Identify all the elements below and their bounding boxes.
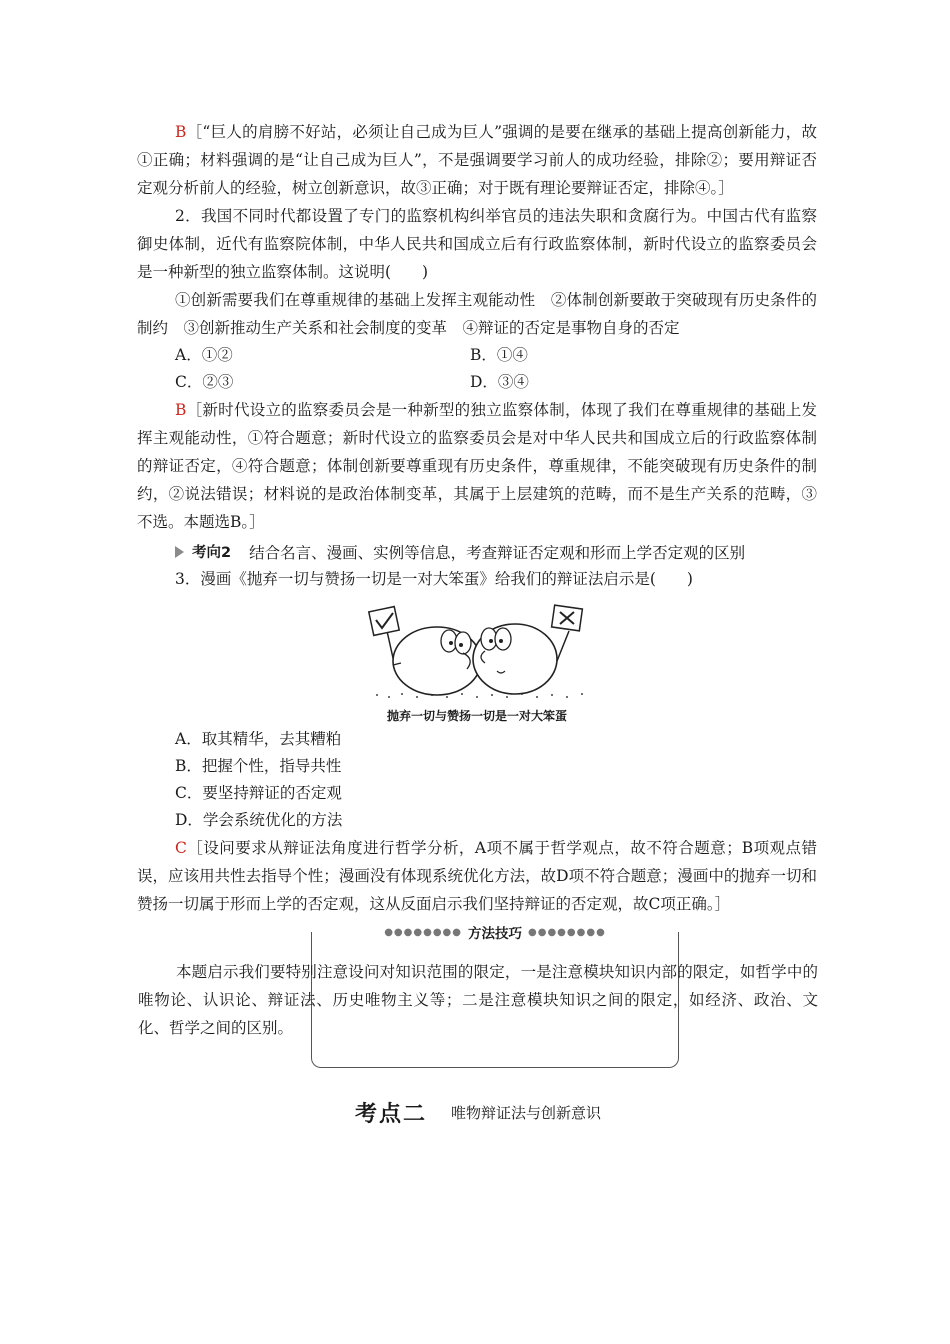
q3-answer-text: ［设问要求从辩证法角度进行哲学分析，A项不属于哲学观点，故不符合题意；B项观点错误，应该用共性去指导个性；漫画没有体现系统优化方法，故D项不符合题意；漫画中的抛弃一切和赞扬一切属于形而上学的否定观，这从反面启示我们坚持辩证的否定观，故C项正确。］ [137, 839, 817, 913]
q3-answer-letter: C [175, 839, 187, 857]
q2-answer-text: ［新时代设立的监察委员会是一种新型的独立监察体制，体现了我们在尊重规律的基础上发挥主观能动性，①符合题意；新时代设立的监察委员会是对中华人民共和国成立后的行政监察体制的辩证否定，④符合题意；体制创新要尊重现有历史条件，尊重规律，不能突破现有历史条件的制约，②说法错误；材料说的是政治体制变革，其属于上层建筑的范畴，而不是生产关系的范畴，③不选。本题选B。］ [137, 401, 817, 531]
q1-answer-text: ［“巨人的肩膀不好站，必须让自己成为巨人”强调的是要在继承的基础上提高创新能力，故①正确；材料强调的是“让自己成为巨人”，不是强调要学习前人的成功经验，排除②；要用辩证否定观分析前人的经验，树立创新意识，故③正确；对于既有理论要辩证否定，排除④。］ [137, 123, 817, 197]
q3-stem: 3．漫画《抛弃一切与赞扬一切是一对大笨蛋》给我们的辩证法启示是( ) [175, 570, 693, 588]
section-badge: 考点二 [347, 1098, 435, 1126]
q1-answer [137, 118, 817, 202]
section-title: 唯物辩证法与创新意识 [451, 1103, 602, 1122]
triangle-icon [175, 546, 184, 558]
q2-options [137, 342, 817, 396]
kaoxiang-tag: 考向2 [192, 545, 232, 561]
section-heading [347, 1098, 817, 1126]
q3-option-a: A．取其精华，去其糟粕 [175, 730, 342, 748]
method-text: 本题启示我们要特别注意设问对知识范围的限定，一是注意模块知识内部的限定，如哲学中的唯物论、认识论、辩证法、历史唯物主义等；二是注意模块知识之间的限定，如经济、政治、文化、哲学之间的区别。 [138, 963, 818, 1037]
dots-decoration: ●●●●●●●● [384, 926, 462, 938]
q2-option-c: C．②③ [175, 373, 234, 391]
q3-option-b: B．把握个性，指导共性 [175, 757, 342, 775]
dots-decoration: ●●●●●●●● [528, 926, 606, 938]
q1-answer-letter: B [175, 123, 187, 141]
q2-option-d: D．③④ [470, 373, 529, 391]
cartoon-figure [137, 601, 817, 724]
q2-answer-letter: B [175, 401, 187, 419]
q2-stem: 2．我国不同时代都设置了专门的监察机构纠举官员的违法失职和贪腐行为。中国古代有监察御史体制，近代有监察院体制，中华人民共和国成立后有行政监察体制，新时代设立的监察委员会是一种新型的独立监察体制。这说明( ) [137, 207, 817, 281]
cartoon-eggs-illustration [357, 601, 597, 701]
page-content [137, 118, 817, 1126]
q3-answer [137, 834, 817, 918]
q2-statements: ①创新需要我们在尊重规律的基础上发挥主观能动性 ②体制创新要敢于突破现有历史条件的制约 ③创新推动生产关系和社会制度的变革 ④辩证的否定是事物自身的否定 [137, 291, 817, 337]
cartoon-caption: 抛弃一切与赞扬一切是一对大笨蛋 [386, 709, 567, 723]
kaoxiang-text: 结合名言、漫画、实例等信息，考查辩证否定观和形而上学否定观的区别 [249, 543, 746, 562]
q3-option-d: D．学会系统优化的方法 [175, 811, 343, 829]
q2-option-a: A．①② [175, 346, 233, 364]
method-box [138, 926, 818, 1068]
q3-option-c: C．要坚持辩证的否定观 [175, 784, 342, 802]
method-header [312, 922, 678, 942]
q2-answer [137, 396, 817, 536]
q2-option-b: B．①④ [470, 346, 528, 364]
kaoxiang-heading [137, 538, 817, 565]
method-title: 方法技巧 [468, 926, 522, 942]
